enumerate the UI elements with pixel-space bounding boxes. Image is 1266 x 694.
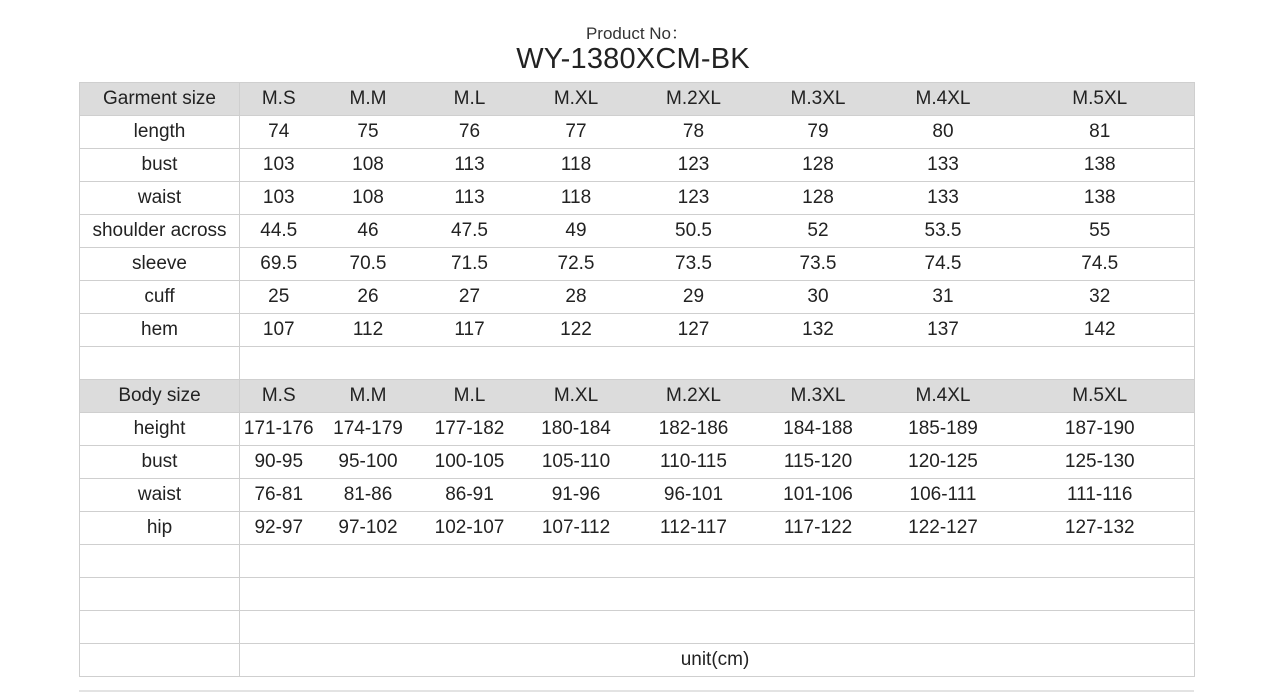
measurement-value: 30 xyxy=(756,281,881,314)
measurement-value: 80 xyxy=(881,116,1006,149)
empty-value-cell xyxy=(240,347,1195,380)
measurement-value: 138 xyxy=(1006,149,1195,182)
size-column-header: M.3XL xyxy=(756,83,881,116)
empty-label-cell xyxy=(80,347,240,380)
garment-size-header-row xyxy=(80,83,1195,116)
measurement-value: 105-110 xyxy=(521,446,632,479)
measurement-value: 49 xyxy=(521,215,632,248)
garment-size-title: Garment size xyxy=(80,83,240,116)
measurement-value: 118 xyxy=(521,182,632,215)
measurement-value: 123 xyxy=(632,182,756,215)
table-row xyxy=(80,446,1195,479)
body-size-header-row xyxy=(80,380,1195,413)
measurement-value: 46 xyxy=(318,215,419,248)
measurement-value: 100-105 xyxy=(419,446,521,479)
measurement-value: 133 xyxy=(881,149,1006,182)
empty-label-cell xyxy=(80,611,240,644)
measurement-value: 75 xyxy=(318,116,419,149)
measurement-label: length xyxy=(80,116,240,149)
measurement-value: 77 xyxy=(521,116,632,149)
measurement-value: 113 xyxy=(419,182,521,215)
measurement-label: bust xyxy=(80,149,240,182)
measurement-value: 107 xyxy=(240,314,318,347)
table-row xyxy=(80,116,1195,149)
size-chart-body xyxy=(80,83,1195,677)
measurement-value: 128 xyxy=(756,149,881,182)
measurement-value: 50.5 xyxy=(632,215,756,248)
empty-row xyxy=(80,347,1195,380)
empty-value-cell xyxy=(240,611,1195,644)
size-column-header: M.L xyxy=(419,83,521,116)
measurement-value: 187-190 xyxy=(1006,413,1195,446)
measurement-label: shoulder across xyxy=(80,215,240,248)
measurement-value: 26 xyxy=(318,281,419,314)
empty-value-cell xyxy=(240,578,1195,611)
measurement-value: 177-182 xyxy=(419,413,521,446)
table-row xyxy=(80,182,1195,215)
measurement-value: 120-125 xyxy=(881,446,1006,479)
measurement-value: 103 xyxy=(240,182,318,215)
bottom-divider xyxy=(79,690,1194,692)
measurement-value: 142 xyxy=(1006,314,1195,347)
measurement-value: 81 xyxy=(1006,116,1195,149)
measurement-value: 107-112 xyxy=(521,512,632,545)
measurement-value: 29 xyxy=(632,281,756,314)
size-column-header: M.2XL xyxy=(632,380,756,413)
body-size-title: Body size xyxy=(80,380,240,413)
size-column-header: M.M xyxy=(318,83,419,116)
size-column-header: M.XL xyxy=(521,380,632,413)
measurement-label: cuff xyxy=(80,281,240,314)
measurement-value: 44.5 xyxy=(240,215,318,248)
measurement-value: 132 xyxy=(756,314,881,347)
product-header xyxy=(0,24,1266,74)
measurement-value: 180-184 xyxy=(521,413,632,446)
table-row xyxy=(80,314,1195,347)
table-row xyxy=(80,512,1195,545)
measurement-value: 185-189 xyxy=(881,413,1006,446)
empty-label-cell xyxy=(80,545,240,578)
measurement-value: 128 xyxy=(756,182,881,215)
product-number-label: Product No： xyxy=(585,24,689,43)
measurement-value: 174-179 xyxy=(318,413,419,446)
measurement-value: 133 xyxy=(881,182,1006,215)
measurement-label: sleeve xyxy=(80,248,240,281)
measurement-label: waist xyxy=(80,479,240,512)
measurement-value: 73.5 xyxy=(632,248,756,281)
table-row xyxy=(80,479,1195,512)
measurement-value: 70.5 xyxy=(318,248,419,281)
measurement-value: 171-176 xyxy=(240,413,318,446)
measurement-label: bust xyxy=(80,446,240,479)
measurement-label: waist xyxy=(80,182,240,215)
table-row xyxy=(80,413,1195,446)
table-row xyxy=(80,281,1195,314)
measurement-value: 72.5 xyxy=(521,248,632,281)
measurement-value: 106-111 xyxy=(881,479,1006,512)
measurement-value: 117-122 xyxy=(756,512,881,545)
measurement-value: 113 xyxy=(419,149,521,182)
measurement-value: 31 xyxy=(881,281,1006,314)
measurement-label: hip xyxy=(80,512,240,545)
size-chart-table xyxy=(79,82,1195,677)
size-column-header: M.4XL xyxy=(881,83,1006,116)
measurement-value: 138 xyxy=(1006,182,1195,215)
measurement-value: 122 xyxy=(521,314,632,347)
measurement-value: 92-97 xyxy=(240,512,318,545)
measurement-value: 115-120 xyxy=(756,446,881,479)
measurement-value: 76-81 xyxy=(240,479,318,512)
table-row xyxy=(80,215,1195,248)
unit-cell xyxy=(240,644,1195,677)
empty-row xyxy=(80,611,1195,644)
unit-label: unit(cm) xyxy=(680,649,750,670)
measurement-value: 111-116 xyxy=(1006,479,1195,512)
measurement-value: 125-130 xyxy=(1006,446,1195,479)
empty-label-cell xyxy=(80,644,240,677)
measurement-value: 108 xyxy=(318,182,419,215)
measurement-value: 123 xyxy=(632,149,756,182)
measurement-value: 102-107 xyxy=(419,512,521,545)
measurement-value: 25 xyxy=(240,281,318,314)
measurement-value: 53.5 xyxy=(881,215,1006,248)
measurement-value: 79 xyxy=(756,116,881,149)
size-column-header: M.XL xyxy=(521,83,632,116)
measurement-value: 32 xyxy=(1006,281,1195,314)
product-code: WY-1380XCM-BK xyxy=(516,43,750,75)
measurement-value: 47.5 xyxy=(419,215,521,248)
size-column-header: M.2XL xyxy=(632,83,756,116)
empty-row xyxy=(80,578,1195,611)
measurement-value: 27 xyxy=(419,281,521,314)
measurement-value: 71.5 xyxy=(419,248,521,281)
measurement-value: 76 xyxy=(419,116,521,149)
measurement-value: 127-132 xyxy=(1006,512,1195,545)
measurement-label: hem xyxy=(80,314,240,347)
measurement-value: 117 xyxy=(419,314,521,347)
measurement-value: 69.5 xyxy=(240,248,318,281)
size-column-header: M.S xyxy=(240,380,318,413)
measurement-value: 127 xyxy=(632,314,756,347)
measurement-value: 103 xyxy=(240,149,318,182)
measurement-value: 28 xyxy=(521,281,632,314)
size-column-header: M.5XL xyxy=(1006,380,1195,413)
size-column-header: M.L xyxy=(419,380,521,413)
measurement-value: 137 xyxy=(881,314,1006,347)
measurement-value: 74.5 xyxy=(881,248,1006,281)
size-column-header: M.5XL xyxy=(1006,83,1195,116)
measurement-value: 74.5 xyxy=(1006,248,1195,281)
measurement-value: 86-91 xyxy=(419,479,521,512)
measurement-label: height xyxy=(80,413,240,446)
measurement-value: 108 xyxy=(318,149,419,182)
measurement-value: 184-188 xyxy=(756,413,881,446)
measurement-value: 182-186 xyxy=(632,413,756,446)
measurement-value: 122-127 xyxy=(881,512,1006,545)
measurement-value: 52 xyxy=(756,215,881,248)
table-row xyxy=(80,248,1195,281)
measurement-value: 90-95 xyxy=(240,446,318,479)
measurement-value: 101-106 xyxy=(756,479,881,512)
measurement-value: 118 xyxy=(521,149,632,182)
measurement-value: 55 xyxy=(1006,215,1195,248)
measurement-value: 112 xyxy=(318,314,419,347)
empty-value-cell xyxy=(240,545,1195,578)
unit-row xyxy=(80,644,1195,677)
measurement-value: 91-96 xyxy=(521,479,632,512)
measurement-value: 73.5 xyxy=(756,248,881,281)
measurement-value: 110-115 xyxy=(632,446,756,479)
measurement-value: 95-100 xyxy=(318,446,419,479)
size-column-header: M.S xyxy=(240,83,318,116)
empty-label-cell xyxy=(80,578,240,611)
size-column-header: M.3XL xyxy=(756,380,881,413)
table-row xyxy=(80,149,1195,182)
measurement-value: 81-86 xyxy=(318,479,419,512)
measurement-value: 78 xyxy=(632,116,756,149)
measurement-value: 112-117 xyxy=(632,512,756,545)
size-column-header: M.4XL xyxy=(881,380,1006,413)
empty-row xyxy=(80,545,1195,578)
measurement-value: 74 xyxy=(240,116,318,149)
size-column-header: M.M xyxy=(318,380,419,413)
measurement-value: 97-102 xyxy=(318,512,419,545)
measurement-value: 96-101 xyxy=(632,479,756,512)
